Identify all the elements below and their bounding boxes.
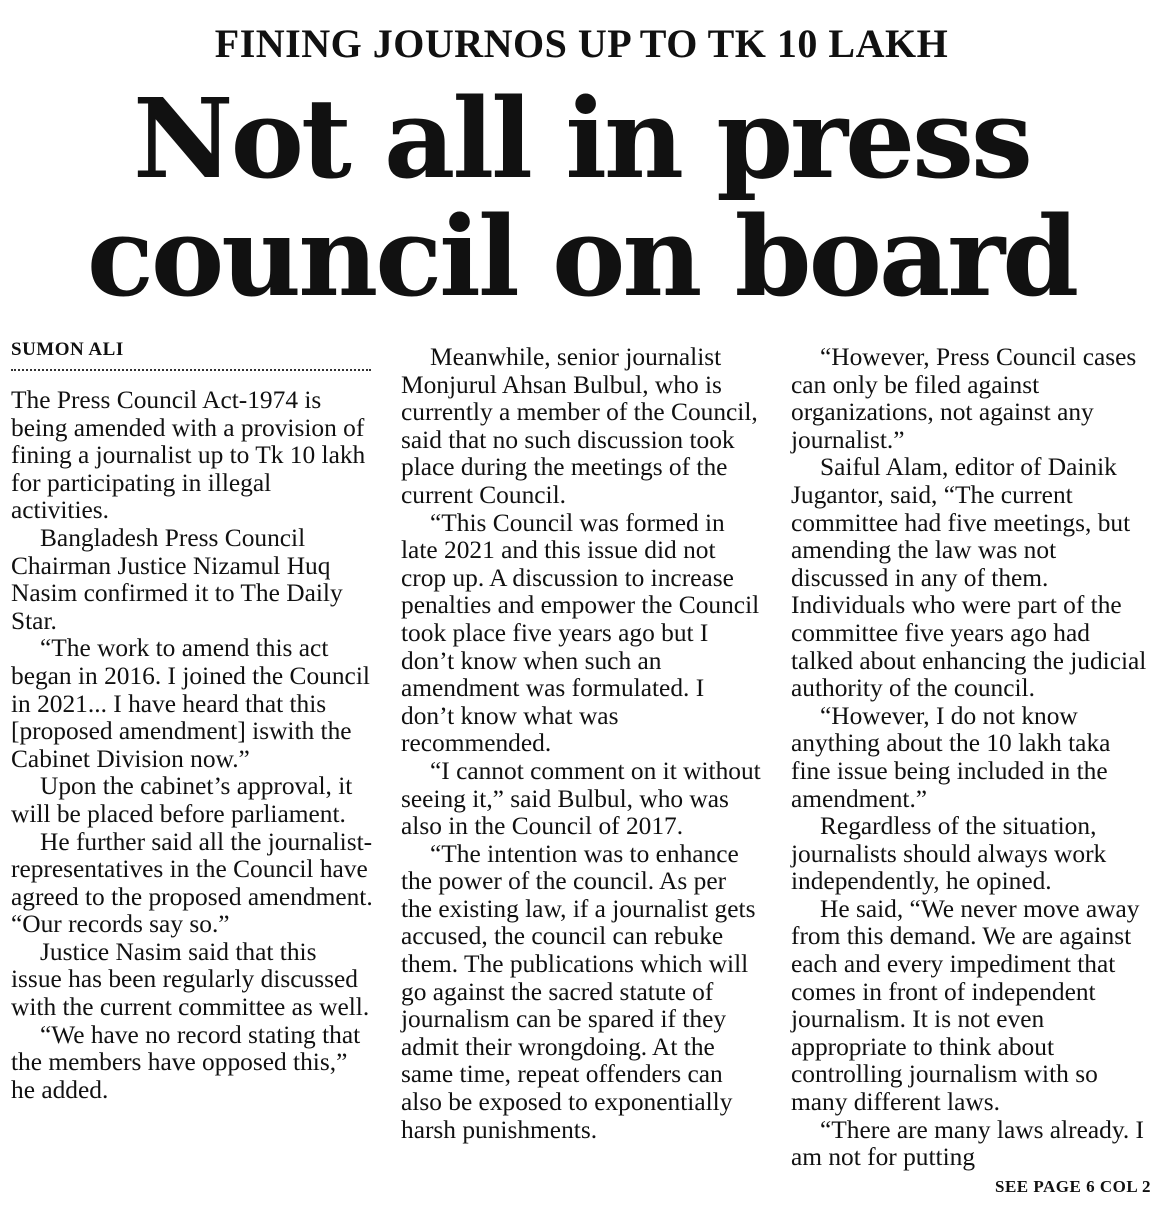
paragraph: “The work to amend this act began in 2016. I joined the Council in 2021... I have heard that this [proposed amendment] iswith the Cabinet Division now.” <box>11 634 370 773</box>
paragraph: Regardless of the situation, journalists should always work independently, he opined. <box>791 812 1107 896</box>
paragraph: Justice Nasim said that this issue has been regularly discussed with the current committee as well. <box>11 937 370 1022</box>
paragraph: “I cannot comment on it without seeing it,” said Bulbul, who was also in the Council of 2017. <box>401 756 761 841</box>
paragraph: Meanwhile, senior journalist Monjurul Ahsan Bulbul, who is currently a member of the Council, said that no such discussion took place during the meetings of the current Council. <box>401 343 758 509</box>
kicker-headline: FINING JOURNOS UP TO TK 10 LAKH <box>214 21 949 66</box>
main-headline <box>0 74 1163 321</box>
article-column-1 <box>11 338 373 1104</box>
paragraph: “The intention was to enhance the power of the council. As per the existing law, if a journalist gets accused, the council can rebuke them. The publications which will go against the sacred statute of journalism can be spared if they admit their wrongdoing. At the same time, repeat offenders can also be exposed to exponentially harsh punishments. <box>401 839 756 1144</box>
paragraph: “However, Press Council cases can only be filed against organizations, not against any journalist.” <box>791 343 1137 454</box>
paragraph: Bangladesh Press Council Chairman Justice Nizamul Huq Nasim confirmed it to The Daily Star. <box>11 523 343 635</box>
jump-line: SEE PAGE 6 COL 2 <box>995 1177 1151 1196</box>
paragraph: Saiful Alam, editor of Dainik Jugantor, said, “The current committee had five meetings, but amending the law was not discussed in any of them. Individuals who were part of the committee five years ago had talked about enhancing the judicial authority of the council. <box>791 453 1147 703</box>
paragraph: Upon the cabinet’s approval, it will be placed before parliament. <box>11 772 353 828</box>
paragraph: “There are many laws already. I am not for putting <box>791 1115 1145 1172</box>
byline: SUMON ALI <box>11 339 124 360</box>
paragraph: “However, I do not know anything about the 10 lakh taka fine issue being included in the amendment.” <box>791 701 1111 813</box>
paragraph: “We have no record stating that the members have opposed this,” he added. <box>11 1020 361 1104</box>
headline-line-1: Not all in press <box>133 74 1030 203</box>
article-column-2 <box>401 344 763 1144</box>
paragraph: He said, “We never move away from this demand. We are against each and every impediment that comes in front of independent journalism. It is not even appropriate to think about controlling journalism with so many different laws. <box>791 894 1140 1117</box>
byline-divider <box>11 369 371 371</box>
headline-line-2: council on board <box>86 192 1077 321</box>
paragraph: The Press Council Act-1974 is being amended with a provision of fining a journalist up to Tk 10 lakh for participating in illegal activities. <box>11 386 366 525</box>
article-column-3 <box>791 344 1153 1172</box>
paragraph: He further said all the journalist-representatives in the Council have agreed to the proposed amendment. “Our records say so.” <box>11 827 373 939</box>
paragraph: “This Council was formed in late 2021 and this issue did not crop up. A discussion to increase penalties and empower the Council took place five years ago but I don’t know when such an amendment was formulated. I don’t know what was recommended. <box>401 508 760 758</box>
